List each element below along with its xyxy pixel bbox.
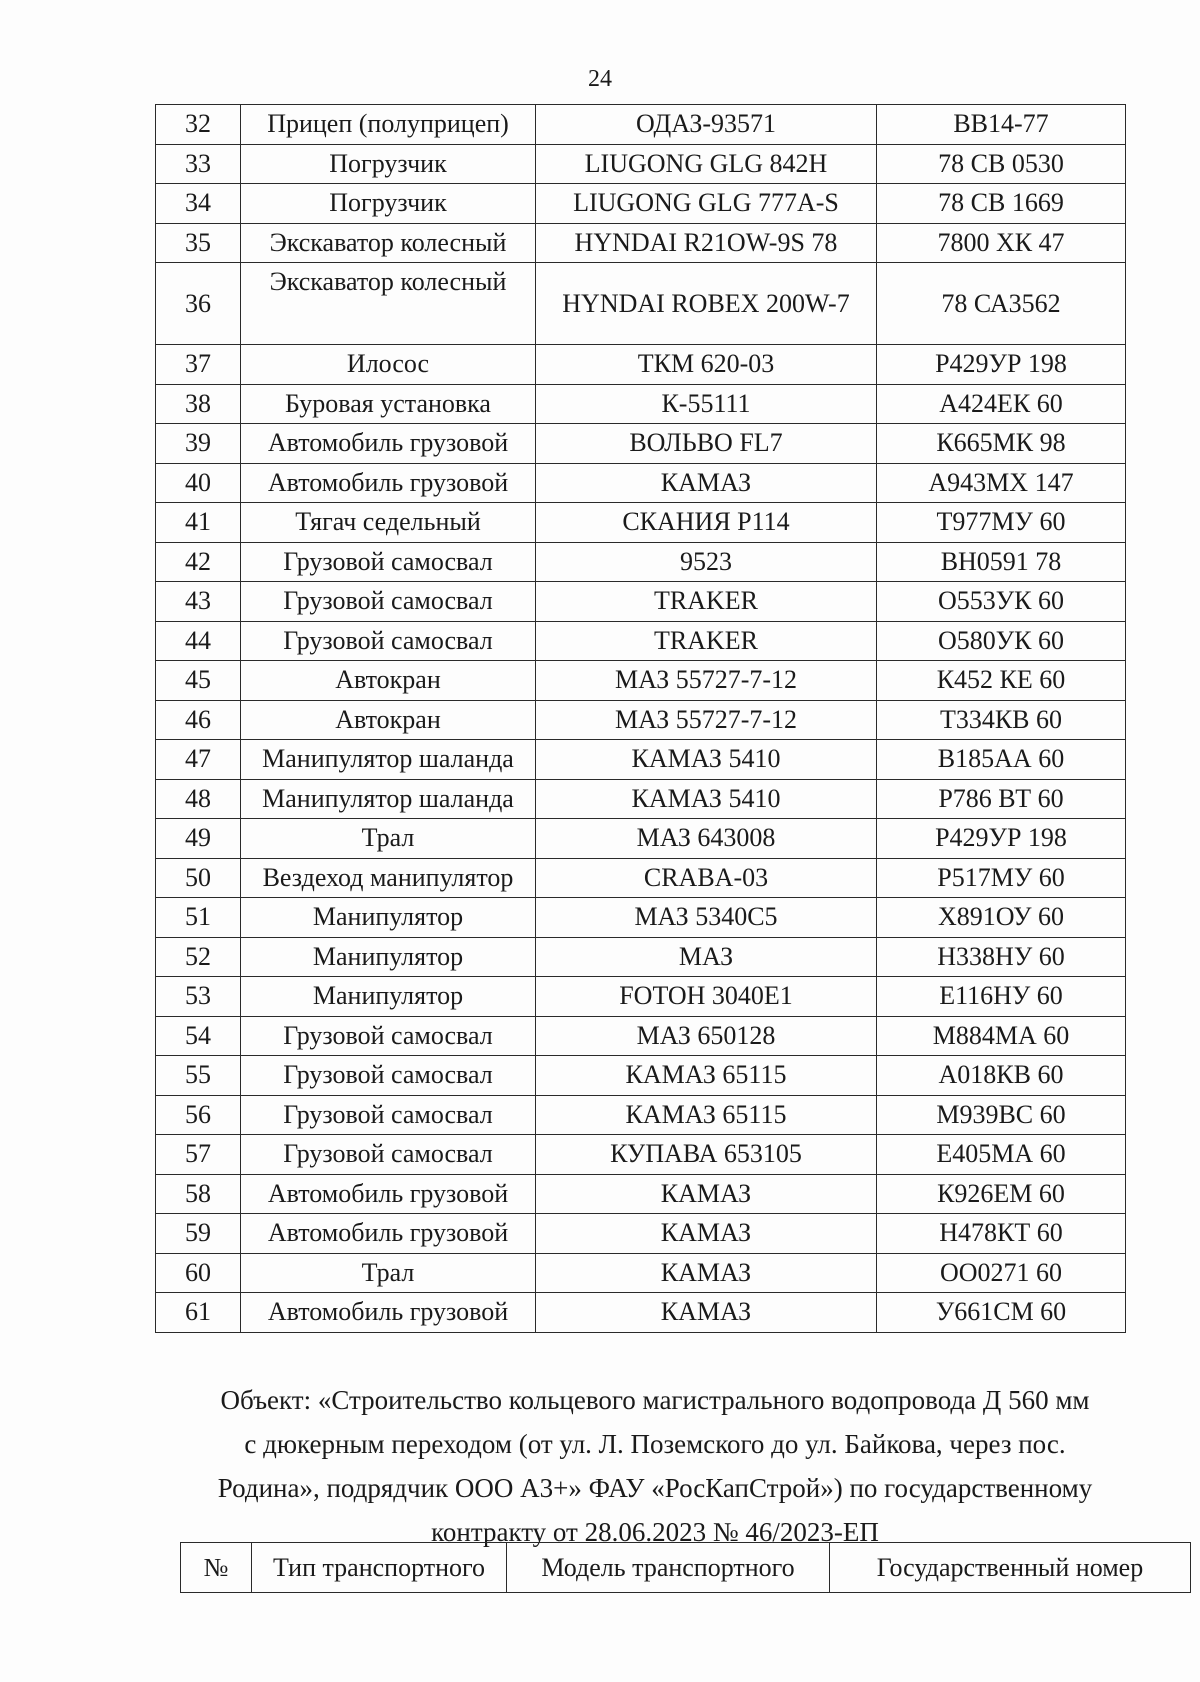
registration-number: Е116НУ 60 <box>877 977 1126 1017</box>
row-number: 32 <box>156 105 241 145</box>
vehicle-type: Автомобиль грузовой <box>241 1174 536 1214</box>
table-row <box>156 1056 1126 1096</box>
registration-number: М939ВС 60 <box>877 1095 1126 1135</box>
row-number: 50 <box>156 858 241 898</box>
vehicle-model: КАМАЗ <box>536 463 877 503</box>
object-line: Объект: «Строительство кольцевого магистрального водопровода Д 560 мм <box>220 1385 1090 1415</box>
vehicle-model: СКАНИЯ Р114 <box>536 503 877 543</box>
registration-number: Р429УР 198 <box>877 819 1126 859</box>
registration-number: 7800 ХК 47 <box>877 223 1126 263</box>
vehicle-type: Манипулятор <box>241 937 536 977</box>
registration-number: Р517МУ 60 <box>877 858 1126 898</box>
registration-number: Т977МУ 60 <box>877 503 1126 543</box>
vehicle-type: Грузовой самосвал <box>241 1016 536 1056</box>
row-number: 57 <box>156 1135 241 1175</box>
table-row <box>156 582 1126 622</box>
table-row <box>156 1135 1126 1175</box>
row-number: 38 <box>156 384 241 424</box>
row-number: 51 <box>156 898 241 938</box>
vehicle-type: Грузовой самосвал <box>241 1056 536 1096</box>
header-registration: Государственный номер <box>830 1543 1191 1593</box>
registration-number: К665МК 98 <box>877 424 1126 464</box>
table-row <box>156 977 1126 1017</box>
vehicle-model: КАМАЗ <box>536 1174 877 1214</box>
registration-number: Н478КТ 60 <box>877 1214 1126 1254</box>
table-row <box>156 184 1126 224</box>
registration-number: К926ЕМ 60 <box>877 1174 1126 1214</box>
vehicle-type: Трал <box>241 1253 536 1293</box>
registration-number: А943МХ 147 <box>877 463 1126 503</box>
row-number: 61 <box>156 1293 241 1333</box>
vehicle-model: 9523 <box>536 542 877 582</box>
row-number: 42 <box>156 542 241 582</box>
table-row <box>156 424 1126 464</box>
registration-number: Т334КВ 60 <box>877 700 1126 740</box>
vehicle-model: CRABA-03 <box>536 858 877 898</box>
vehicle-model: TRAKER <box>536 621 877 661</box>
vehicle-type: Илосос <box>241 345 536 385</box>
table-row <box>156 345 1126 385</box>
row-number: 41 <box>156 503 241 543</box>
registration-number: 78 СВ 0530 <box>877 144 1126 184</box>
table-row <box>156 1095 1126 1135</box>
row-number: 52 <box>156 937 241 977</box>
row-number: 53 <box>156 977 241 1017</box>
registration-number: В185АА 60 <box>877 740 1126 780</box>
vehicle-model: LIUGONG GLG 842H <box>536 144 877 184</box>
vehicle-type: Грузовой самосвал <box>241 542 536 582</box>
vehicle-model: КАМАЗ <box>536 1214 877 1254</box>
vehicle-table <box>155 104 1126 1333</box>
vehicle-type: Погрузчик <box>241 144 536 184</box>
vehicle-type: Грузовой самосвал <box>241 621 536 661</box>
table-row <box>156 1214 1126 1254</box>
vehicle-type: Манипулятор <box>241 898 536 938</box>
vehicle-type: Автокран <box>241 661 536 701</box>
row-number: 60 <box>156 1253 241 1293</box>
row-number: 49 <box>156 819 241 859</box>
vehicle-type: Автомобиль грузовой <box>241 424 536 464</box>
table-row <box>156 542 1126 582</box>
vehicle-model: HYNDAI ROBEX 200W-7 <box>536 263 877 345</box>
row-number: 48 <box>156 779 241 819</box>
vehicle-model: LIUGONG GLG 777A-S <box>536 184 877 224</box>
registration-number: ВВ14-77 <box>877 105 1126 145</box>
vehicle-type: Грузовой самосвал <box>241 1135 536 1175</box>
row-number: 56 <box>156 1095 241 1135</box>
vehicle-model: ОДАЗ-93571 <box>536 105 877 145</box>
vehicle-model: МАЗ 55727-7-12 <box>536 661 877 701</box>
table-row <box>156 1016 1126 1056</box>
registration-number: О553УК 60 <box>877 582 1126 622</box>
table-row <box>156 819 1126 859</box>
registration-number: О580УК 60 <box>877 621 1126 661</box>
vehicle-model: КАМАЗ <box>536 1293 877 1333</box>
registration-number: А424ЕК 60 <box>877 384 1126 424</box>
row-number: 36 <box>156 263 241 345</box>
row-number: 44 <box>156 621 241 661</box>
registration-number: 78 СА3562 <box>877 263 1126 345</box>
vehicle-type: Вездеход манипулятор <box>241 858 536 898</box>
vehicle-model: МАЗ 650128 <box>536 1016 877 1056</box>
registration-number: Н338НУ 60 <box>877 937 1126 977</box>
row-number: 59 <box>156 1214 241 1254</box>
row-number: 47 <box>156 740 241 780</box>
vehicle-type: Манипулятор <box>241 977 536 1017</box>
vehicle-model: КАМАЗ 5410 <box>536 779 877 819</box>
vehicle-model: HYNDAI R21OW-9S 78 <box>536 223 877 263</box>
row-number: 46 <box>156 700 241 740</box>
row-number: 55 <box>156 1056 241 1096</box>
registration-number: А018КВ 60 <box>877 1056 1126 1096</box>
next-table-header <box>180 1542 1191 1593</box>
vehicle-type: Тягач седельный <box>241 503 536 543</box>
object-line: контракту от 28.06.2023 № 46/2023-ЕП <box>431 1517 879 1547</box>
table-row <box>156 779 1126 819</box>
vehicle-model: КАМАЗ <box>536 1253 877 1293</box>
table-row <box>156 463 1126 503</box>
table-row <box>156 740 1126 780</box>
table-row <box>156 700 1126 740</box>
vehicle-type: Погрузчик <box>241 184 536 224</box>
vehicle-type: Буровая установка <box>241 384 536 424</box>
table-row <box>156 384 1126 424</box>
object-line: с дюкерным переходом (от ул. Л. Поземского до ул. Байкова, через пос. <box>244 1429 1066 1459</box>
row-number: 37 <box>156 345 241 385</box>
registration-number: Р786 ВТ 60 <box>877 779 1126 819</box>
registration-number: К452 КЕ 60 <box>877 661 1126 701</box>
vehicle-model: TRAKER <box>536 582 877 622</box>
vehicle-model: FOTOH 3040E1 <box>536 977 877 1017</box>
vehicle-type: Грузовой самосвал <box>241 582 536 622</box>
vehicle-model: МАЗ 5340С5 <box>536 898 877 938</box>
vehicle-type: Экскаватор колесный <box>241 263 536 345</box>
row-number: 40 <box>156 463 241 503</box>
vehicle-type: Манипулятор шаланда <box>241 740 536 780</box>
registration-number: У661СМ 60 <box>877 1293 1126 1333</box>
registration-number: 78 СВ 1669 <box>877 184 1126 224</box>
header-number: № <box>181 1543 252 1593</box>
table-row <box>156 223 1126 263</box>
vehicle-model: МАЗ <box>536 937 877 977</box>
vehicle-type: Грузовой самосвал <box>241 1095 536 1135</box>
table-row <box>156 1293 1126 1333</box>
vehicle-model: КАМАЗ 65115 <box>536 1056 877 1096</box>
table-row <box>156 661 1126 701</box>
vehicle-type: Манипулятор шаланда <box>241 779 536 819</box>
registration-number: М884МА 60 <box>877 1016 1126 1056</box>
vehicle-model: МАЗ 643008 <box>536 819 877 859</box>
vehicle-type: Автомобиль грузовой <box>241 1293 536 1333</box>
table-row <box>156 1253 1126 1293</box>
vehicle-model: КАМАЗ 5410 <box>536 740 877 780</box>
vehicle-type: Автомобиль грузовой <box>241 463 536 503</box>
vehicle-model: КАМАЗ 65115 <box>536 1095 877 1135</box>
table-row <box>156 898 1126 938</box>
vehicle-type: Автомобиль грузовой <box>241 1214 536 1254</box>
header-type: Тип транспортного <box>252 1543 507 1593</box>
table-row <box>156 621 1126 661</box>
registration-number: Р429УР 198 <box>877 345 1126 385</box>
row-number: 54 <box>156 1016 241 1056</box>
row-number: 39 <box>156 424 241 464</box>
row-number: 45 <box>156 661 241 701</box>
registration-number: ОО0271 60 <box>877 1253 1126 1293</box>
table-row <box>156 503 1126 543</box>
row-number: 58 <box>156 1174 241 1214</box>
object-description <box>190 1378 1120 1554</box>
table-row <box>156 858 1126 898</box>
table-row <box>156 144 1126 184</box>
vehicle-model: МАЗ 55727-7-12 <box>536 700 877 740</box>
registration-number: ВН0591 78 <box>877 542 1126 582</box>
table-row <box>156 1174 1126 1214</box>
object-line: Родина», подрядчик ООО А3+» ФАУ «РосКапСтрой») по государственному <box>217 1473 1093 1503</box>
vehicle-type: Трал <box>241 819 536 859</box>
table-row <box>156 105 1126 145</box>
vehicle-model: ВОЛЬВО FL7 <box>536 424 877 464</box>
header-model: Модель транспортного <box>507 1543 830 1593</box>
vehicle-model: К-55111 <box>536 384 877 424</box>
page-number: 24 <box>588 66 612 92</box>
row-number: 33 <box>156 144 241 184</box>
table-row <box>156 263 1126 345</box>
row-number: 43 <box>156 582 241 622</box>
registration-number: Е405МА 60 <box>877 1135 1126 1175</box>
vehicle-type: Экскаватор колесный <box>241 223 536 263</box>
table-row <box>156 937 1126 977</box>
registration-number: Х891ОУ 60 <box>877 898 1126 938</box>
vehicle-model: ТКМ 620-03 <box>536 345 877 385</box>
vehicle-type: Автокран <box>241 700 536 740</box>
header-row <box>181 1543 1191 1593</box>
row-number: 35 <box>156 223 241 263</box>
vehicle-type: Прицеп (полуприцеп) <box>241 105 536 145</box>
vehicle-model: КУПАВА 653105 <box>536 1135 877 1175</box>
row-number: 34 <box>156 184 241 224</box>
